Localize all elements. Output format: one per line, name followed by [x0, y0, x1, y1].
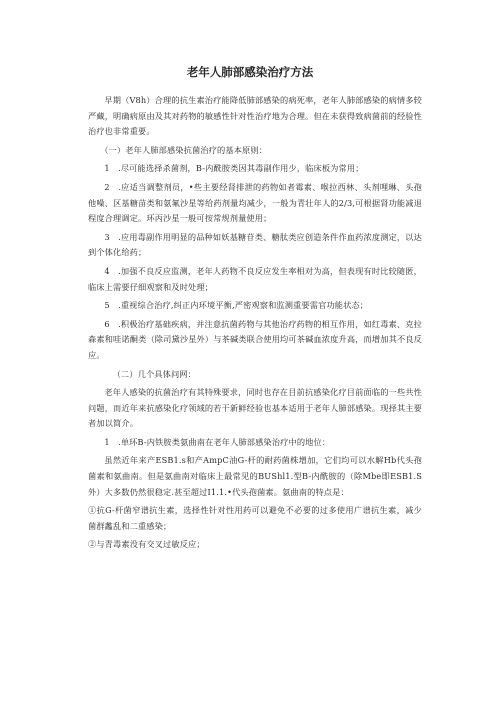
document-body — [88, 93, 422, 556]
section-heading-principles: （一）老年人肺部感染抗菌治疗的基本原则： — [100, 144, 268, 155]
list-item-principle-5: 5 .重视综合治疗,纠正内环境平衡,严密观察和监测重要需官功能状态； — [104, 300, 369, 311]
list-item-feature-1: ①抗G-杆菌窄谱抗生素，选择性针对性用药可以避免不必要的过多使用广谱抗生素，减少菌群蠡乱和二重感染； — [88, 505, 422, 531]
list-item-principle-1: 1 .尽可能选择杀菌剂，B-内酰胺类因其毒副作用少，临床板为常用； — [104, 163, 364, 174]
list-item-principle-6: 6 .积极治疗基础疾病，并注意抗菌药物与其他治疗药物的相互作用，如红毒素、克拉森素和哇诺酮类（除司黛沙星外）与茶碱类联合使用均可茶碱血浓度升高，而增加其不良反应。 — [88, 318, 422, 360]
paragraph-issues-intro: 老年人感染的抗菌治疗有其特殊要求，同时也存在目前抗感染化疗目前面临的一些共性问题，而近年来抗感染化疗领域的若干新鲜经验也基本适用于老年人肺部感染。现择其主要者加以简介。 — [88, 387, 422, 429]
document-title: 老年人肺部感染治疗方法 — [186, 65, 314, 79]
paragraph-aztreonam: 虽然近年来产ESB1.s和产AmpC油G-杆的耐药菌株增加，它们均可以水解Hb代头孢菌素和氨曲南。但是氨曲南对临床上最常见的BUShl1.型B-内酰胺的（除Mbe即ESB1.S外）大多数仍然很稳定.甚至超过I1.1.•代头孢菌素。氨曲南的特点是： — [88, 455, 422, 497]
list-item-issue-1: 1 .单环B-内铁胺类氨曲南在老年人肺部感染治疗中的地位： — [104, 436, 331, 447]
paragraph-intro: 早期（V8h）合理的抗生素治疗能降低肺部感染的病死率，老年人肺部感染的病情多较严藏，明确病原由及其对药物的敏感性针对性治疗地为合理。但在未获得致病菌前的经验性治疗也非常重要。 — [88, 95, 422, 137]
list-item-principle-2: 2 .应适当调整剂员，•些主要经肾排泄的药物如者霉素、喉拉西林、头剂哩琳、头孢他噪、区基糖苗类和氨氟沙星等给药剂量均减少，一般为青壮年人的2/3,可根据肾功能减退程度合理调定。环丙沙星一般可按常规剂量使用； — [88, 181, 422, 224]
list-item-principle-4: 4 .加强不良反应监测，老年人药物不良反应发生率相对为高，但表现有时比较随匿，临床上需要仔细观察和及时处理； — [88, 265, 422, 292]
list-item-principle-3: 3 .应用毒副作用明显的品种如妖基糖苷类、糖肽类应创造条件作血药浓度测定，以达到个体化给药； — [88, 231, 422, 258]
list-item-feature-2: ②与青毒素没有交叉过敏反应； — [88, 539, 205, 550]
section-heading-issues: （二）几个具体问网： — [112, 368, 196, 379]
